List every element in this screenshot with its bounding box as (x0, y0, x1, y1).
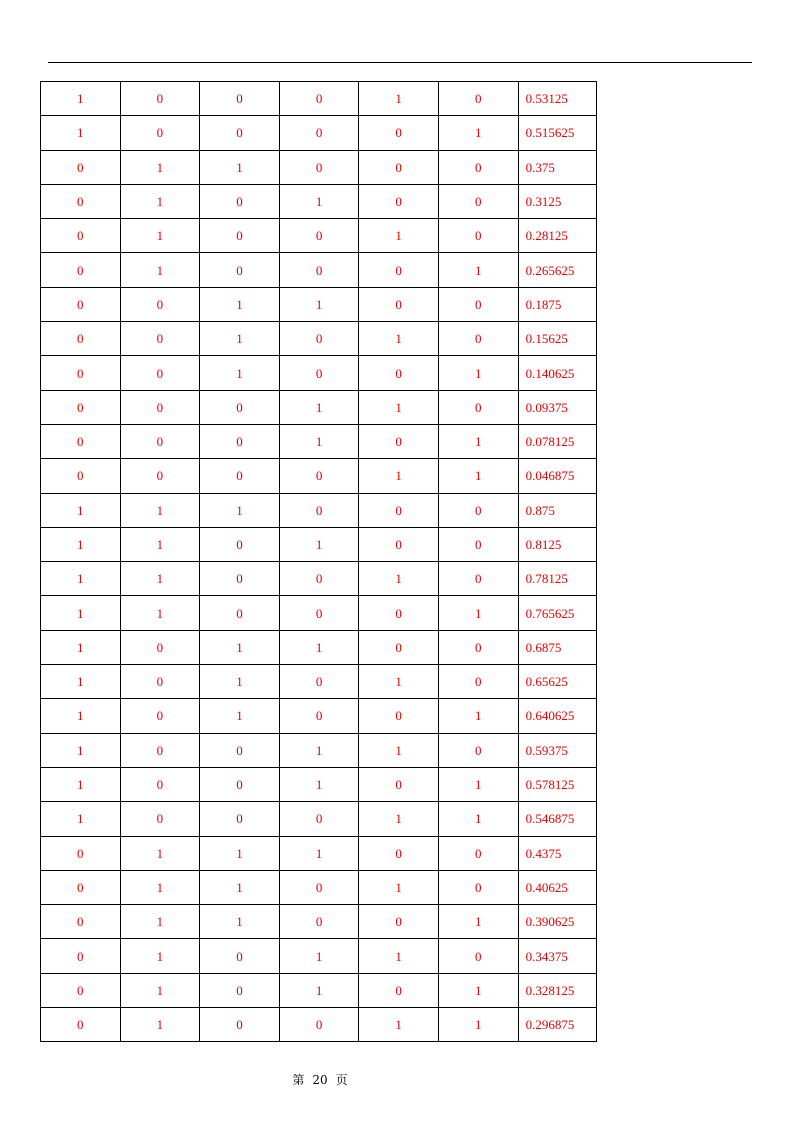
table-cell-bit: 0 (279, 459, 359, 493)
table-cell-value: 0.65625 (518, 665, 597, 699)
table-cell-bit: 0 (41, 356, 121, 390)
table-cell-bit: 1 (120, 184, 200, 218)
table-cell-bit: 0 (438, 184, 518, 218)
table-cell-bit: 0 (41, 253, 121, 287)
table-cell-bit: 1 (438, 253, 518, 287)
table-cell-bit: 0 (438, 150, 518, 184)
table-cell-bit: 1 (41, 733, 121, 767)
table-cell-value: 0.28125 (518, 219, 597, 253)
table-cell-bit: 0 (279, 493, 359, 527)
table-cell-bit: 0 (438, 665, 518, 699)
table-cell-bit: 1 (279, 973, 359, 1007)
table-cell-bit: 0 (279, 116, 359, 150)
table-cell-bit: 1 (279, 733, 359, 767)
table-cell-bit: 0 (120, 802, 200, 836)
table-row (41, 836, 597, 870)
table-cell-value: 0.15625 (518, 322, 597, 356)
table-cell-bit: 0 (200, 973, 280, 1007)
table-cell-bit: 1 (200, 699, 280, 733)
header-rule (48, 62, 752, 63)
table-cell-bit: 0 (359, 973, 439, 1007)
table-cell-bit: 0 (120, 116, 200, 150)
table-cell-bit: 1 (200, 493, 280, 527)
table-cell-bit: 1 (200, 665, 280, 699)
table-cell-bit: 0 (41, 150, 121, 184)
footer-prefix: 第 (292, 1073, 305, 1087)
table-cell-bit: 1 (120, 596, 200, 630)
table-cell-bit: 0 (41, 424, 121, 458)
table-cell-bit: 0 (438, 870, 518, 904)
table-cell-bit: 1 (359, 939, 439, 973)
table-cell-bit: 1 (359, 459, 439, 493)
table-cell-bit: 1 (200, 905, 280, 939)
table-cell-bit: 0 (41, 870, 121, 904)
table-cell-bit: 1 (359, 1008, 439, 1042)
table-cell-bit: 0 (120, 699, 200, 733)
table-cell-bit: 0 (41, 322, 121, 356)
table-row (41, 356, 597, 390)
table-cell-bit: 0 (200, 767, 280, 801)
table-cell-bit: 0 (41, 184, 121, 218)
table-cell-bit: 0 (200, 733, 280, 767)
table-cell-value: 0.578125 (518, 767, 597, 801)
table-row (41, 287, 597, 321)
table-cell-bit: 0 (438, 82, 518, 116)
table-cell-bit: 1 (359, 390, 439, 424)
table-cell-bit: 0 (200, 562, 280, 596)
table-cell-bit: 0 (279, 1008, 359, 1042)
table-cell-bit: 0 (41, 1008, 121, 1042)
footer-suffix: 页 (335, 1073, 348, 1087)
table-cell-bit: 0 (279, 322, 359, 356)
table-cell-bit: 0 (438, 836, 518, 870)
page-number: 20 (312, 1073, 328, 1087)
table-cell-bit: 0 (200, 527, 280, 561)
table-row (41, 82, 597, 116)
table-cell-bit: 1 (120, 562, 200, 596)
table-cell-bit: 0 (120, 356, 200, 390)
table-row (41, 939, 597, 973)
table-cell-bit: 1 (200, 287, 280, 321)
table-cell-bit: 1 (359, 322, 439, 356)
table-cell-bit: 0 (359, 699, 439, 733)
table-cell-bit: 0 (120, 630, 200, 664)
table-cell-value: 0.140625 (518, 356, 597, 390)
table-cell-bit: 1 (438, 596, 518, 630)
table-cell-bit: 0 (359, 184, 439, 218)
table-cell-bit: 1 (200, 322, 280, 356)
table-cell-bit: 1 (200, 630, 280, 664)
table-cell-value: 0.3125 (518, 184, 597, 218)
table-cell-bit: 1 (120, 939, 200, 973)
table-cell-bit: 0 (438, 733, 518, 767)
table-cell-bit: 1 (279, 287, 359, 321)
table-cell-value: 0.1875 (518, 287, 597, 321)
table-cell-bit: 0 (41, 905, 121, 939)
table-cell-bit: 0 (279, 699, 359, 733)
table-cell-bit: 0 (120, 767, 200, 801)
table-cell-bit: 0 (359, 356, 439, 390)
table-cell-value: 0.515625 (518, 116, 597, 150)
table-cell-bit: 1 (359, 82, 439, 116)
table-cell-bit: 0 (120, 322, 200, 356)
table-cell-bit: 1 (41, 767, 121, 801)
table-cell-value: 0.59375 (518, 733, 597, 767)
table-cell-bit: 0 (200, 596, 280, 630)
table-cell-bit: 0 (279, 905, 359, 939)
table-cell-bit: 0 (200, 802, 280, 836)
table-cell-bit: 1 (120, 870, 200, 904)
table-row (41, 493, 597, 527)
table-cell-bit: 1 (120, 836, 200, 870)
table-cell-bit: 0 (41, 219, 121, 253)
table-cell-value: 0.375 (518, 150, 597, 184)
table-cell-value: 0.34375 (518, 939, 597, 973)
table-cell-bit: 0 (200, 424, 280, 458)
table-cell-bit: 0 (359, 116, 439, 150)
table-cell-bit: 0 (200, 184, 280, 218)
table-row (41, 253, 597, 287)
table-row (41, 184, 597, 218)
table-row (41, 630, 597, 664)
table-cell-bit: 1 (41, 116, 121, 150)
table-cell-bit: 1 (120, 527, 200, 561)
table-cell-bit: 1 (41, 665, 121, 699)
table-cell-bit: 0 (359, 424, 439, 458)
table-cell-bit: 0 (120, 82, 200, 116)
table-cell-bit: 1 (41, 562, 121, 596)
table-container (40, 81, 597, 1042)
table-cell-bit: 1 (120, 219, 200, 253)
table-cell-bit: 1 (279, 424, 359, 458)
table-cell-bit: 0 (359, 630, 439, 664)
table-row (41, 973, 597, 1007)
table-row (41, 150, 597, 184)
table-cell-bit: 1 (41, 82, 121, 116)
table-cell-bit: 0 (279, 356, 359, 390)
table-cell-bit: 1 (279, 390, 359, 424)
table-row (41, 527, 597, 561)
table-cell-value: 0.078125 (518, 424, 597, 458)
table-cell-bit: 1 (200, 870, 280, 904)
table-cell-bit: 1 (41, 493, 121, 527)
table-cell-bit: 1 (279, 836, 359, 870)
table-row (41, 116, 597, 150)
table-cell-bit: 0 (438, 562, 518, 596)
table-cell-bit: 0 (200, 116, 280, 150)
table-cell-bit: 1 (120, 973, 200, 1007)
table-cell-bit: 1 (200, 150, 280, 184)
table-cell-bit: 0 (359, 527, 439, 561)
table-cell-bit: 0 (279, 665, 359, 699)
table-cell-bit: 1 (200, 836, 280, 870)
table-cell-bit: 1 (120, 493, 200, 527)
table-cell-bit: 0 (41, 459, 121, 493)
table-cell-bit: 0 (359, 287, 439, 321)
table-cell-bit: 0 (279, 870, 359, 904)
table-row (41, 459, 597, 493)
table-cell-bit: 0 (359, 767, 439, 801)
table-cell-bit: 0 (359, 836, 439, 870)
table-cell-bit: 0 (438, 939, 518, 973)
table-row (41, 665, 597, 699)
table-cell-bit: 0 (120, 424, 200, 458)
table-cell-bit: 1 (120, 1008, 200, 1042)
table-cell-bit: 0 (279, 596, 359, 630)
table-cell-bit: 1 (438, 699, 518, 733)
table-cell-bit: 0 (41, 390, 121, 424)
table-cell-bit: 1 (438, 973, 518, 1007)
table-cell-value: 0.546875 (518, 802, 597, 836)
table-cell-bit: 1 (279, 767, 359, 801)
table-cell-bit: 1 (359, 733, 439, 767)
table-cell-bit: 1 (438, 459, 518, 493)
table-cell-value: 0.765625 (518, 596, 597, 630)
table-cell-bit: 1 (41, 596, 121, 630)
table-row (41, 424, 597, 458)
table-row (41, 390, 597, 424)
table-cell-value: 0.40625 (518, 870, 597, 904)
table-cell-bit: 0 (279, 802, 359, 836)
table-cell-bit: 1 (279, 630, 359, 664)
table-cell-value: 0.78125 (518, 562, 597, 596)
table-cell-bit: 1 (359, 562, 439, 596)
table-cell-bit: 1 (359, 870, 439, 904)
table-row (41, 219, 597, 253)
table-cell-bit: 0 (41, 939, 121, 973)
table-cell-bit: 1 (41, 630, 121, 664)
table-cell-bit: 1 (200, 356, 280, 390)
table-cell-bit: 1 (438, 802, 518, 836)
table-cell-bit: 0 (279, 150, 359, 184)
table-cell-bit: 1 (438, 424, 518, 458)
table-cell-bit: 1 (438, 1008, 518, 1042)
table-row (41, 767, 597, 801)
table-row (41, 905, 597, 939)
table-cell-bit: 1 (41, 802, 121, 836)
table-row (41, 802, 597, 836)
table-cell-bit: 1 (120, 150, 200, 184)
table-cell-bit: 0 (200, 253, 280, 287)
table-cell-value: 0.4375 (518, 836, 597, 870)
table-cell-bit: 1 (359, 802, 439, 836)
table-body (41, 82, 597, 1042)
table-cell-bit: 1 (438, 116, 518, 150)
table-row (41, 562, 597, 596)
table-cell-bit: 0 (200, 459, 280, 493)
table-cell-bit: 0 (200, 219, 280, 253)
table-row (41, 596, 597, 630)
table-cell-bit: 0 (120, 459, 200, 493)
table-cell-bit: 1 (120, 905, 200, 939)
table-cell-bit: 0 (41, 836, 121, 870)
table-cell-bit: 1 (438, 356, 518, 390)
table-cell-bit: 0 (279, 82, 359, 116)
table-cell-bit: 0 (438, 527, 518, 561)
table-cell-bit: 0 (438, 390, 518, 424)
table-cell-bit: 0 (279, 219, 359, 253)
table-cell-bit: 0 (438, 219, 518, 253)
table-cell-value: 0.8125 (518, 527, 597, 561)
table-cell-bit: 0 (120, 287, 200, 321)
table-cell-bit: 0 (200, 390, 280, 424)
table-cell-bit: 0 (279, 253, 359, 287)
table-cell-bit: 1 (41, 527, 121, 561)
table-cell-bit: 1 (279, 527, 359, 561)
table-cell-bit: 0 (120, 733, 200, 767)
table-cell-value: 0.875 (518, 493, 597, 527)
table-cell-value: 0.265625 (518, 253, 597, 287)
table-cell-bit: 1 (438, 767, 518, 801)
table-cell-bit: 1 (359, 665, 439, 699)
table-cell-bit: 1 (359, 219, 439, 253)
table-cell-bit: 1 (279, 184, 359, 218)
table-cell-bit: 0 (200, 1008, 280, 1042)
table-cell-bit: 0 (359, 493, 439, 527)
table-cell-bit: 0 (438, 630, 518, 664)
table-cell-bit: 0 (41, 287, 121, 321)
table-cell-bit: 0 (359, 596, 439, 630)
table-cell-value: 0.09375 (518, 390, 597, 424)
table-cell-bit: 0 (200, 939, 280, 973)
table-cell-value: 0.53125 (518, 82, 597, 116)
table-row (41, 699, 597, 733)
table-cell-bit: 0 (120, 390, 200, 424)
table-cell-bit: 1 (279, 939, 359, 973)
table-row (41, 1008, 597, 1042)
data-table (40, 81, 597, 1042)
table-cell-bit: 0 (359, 150, 439, 184)
table-cell-value: 0.6875 (518, 630, 597, 664)
page-footer (0, 1071, 640, 1088)
table-cell-bit: 0 (438, 493, 518, 527)
table-cell-bit: 0 (438, 287, 518, 321)
table-cell-bit: 1 (41, 699, 121, 733)
table-cell-bit: 0 (359, 905, 439, 939)
table-cell-bit: 1 (120, 253, 200, 287)
table-cell-value: 0.640625 (518, 699, 597, 733)
table-cell-bit: 0 (200, 82, 280, 116)
table-cell-value: 0.390625 (518, 905, 597, 939)
table-cell-bit: 0 (41, 973, 121, 1007)
table-row (41, 870, 597, 904)
table-cell-bit: 0 (359, 253, 439, 287)
table-cell-bit: 0 (120, 665, 200, 699)
table-cell-bit: 1 (438, 905, 518, 939)
table-cell-bit: 0 (438, 322, 518, 356)
table-cell-value: 0.296875 (518, 1008, 597, 1042)
table-row (41, 322, 597, 356)
table-cell-value: 0.046875 (518, 459, 597, 493)
table-cell-value: 0.328125 (518, 973, 597, 1007)
table-cell-bit: 0 (279, 562, 359, 596)
table-row (41, 733, 597, 767)
